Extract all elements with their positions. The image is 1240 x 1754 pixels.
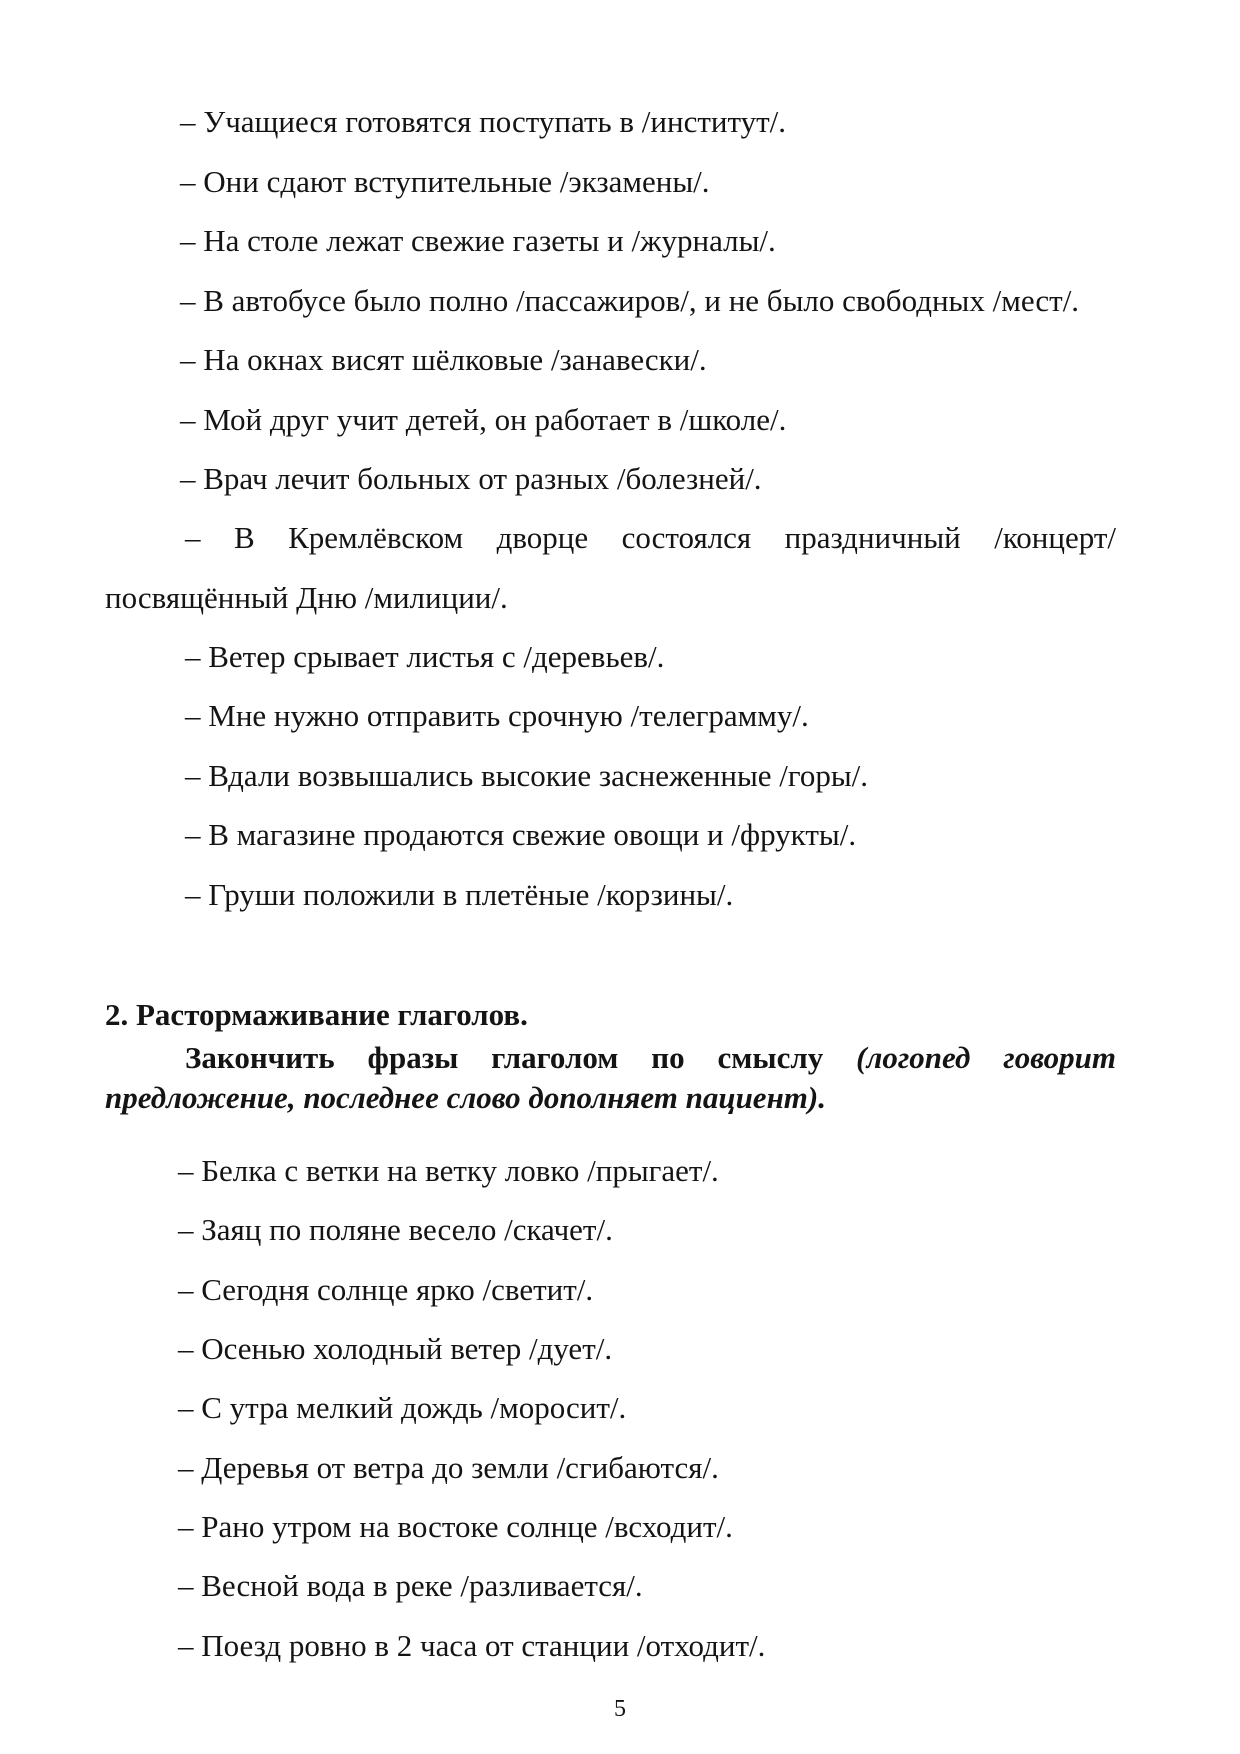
sentence-line: – На столе лежат свежие газеты и /журналы/. [180,223,776,258]
sentence-line: – Поезд ровно в 2 часа от станции /отходит/. [178,1628,766,1663]
page-number: 5 [614,1696,626,1722]
sentence-line: – Сегодня солнце ярко /светит/. [178,1272,594,1307]
sentence-line: – Груши положили в плетёные /корзины/. [185,877,734,912]
sentence-line-wrapped: – В Кремлёвском дворце состоялся праздничный /концерт/ [185,520,1116,555]
sentence-line: – На окнах висят шёлковые /занавески/. [180,342,707,377]
instruction-italic-text: (логопед говорит [856,1040,1117,1075]
sentence-line: – Мой друг учит детей, он работает в /школе/. [180,402,787,437]
sentence-line: – Белка с ветки на ветку ловко /прыгает/. [178,1153,719,1188]
sentence-line: – Учащиеся готовятся поступать в /институт/. [180,104,787,139]
section-heading: 2. Растормаживание глаголов. [105,997,528,1032]
sentence-line-continuation: посвящённый Дню /милиции/. [105,580,508,615]
sentence-line: – В автобусе было полно /пассажиров/, и не было свободных /мест/. [180,283,1080,318]
sentence-line: – В магазине продаются свежие овощи и /фрукты/. [185,817,857,852]
sentence-line: – Мне нужно отправить срочную /телеграмму/. [185,698,809,733]
sentence-line: – Весной вода в реке /разливается/. [178,1568,643,1603]
sentence-line: – Вдали возвышались высокие заснеженные /горы/. [185,758,869,793]
sentence-line: – Деревья от ветра до земли /сгибаются/. [178,1450,719,1485]
sentence-line: – Они сдают вступительные /экзамены/. [180,164,710,199]
sentence-line: – Заяц по поляне весело /скачет/. [178,1212,613,1247]
sentence-line: – С утра мелкий дождь /моросит/. [178,1390,627,1425]
sentence-line: – Ветер срывает листья с /деревьев/. [185,639,665,674]
sentence-line: – Врач лечит больных от разных /болезней/. [180,461,762,496]
sentence-line: – Осенью холодный ветер /дует/. [178,1331,613,1366]
instruction-line-1 [185,1040,1116,1076]
sentence-line: – Рано утром на востоке солнце /всходит/. [178,1509,733,1544]
instruction-line-2: предложение, последнее слово дополняет пациент). [105,1080,826,1115]
instruction-bold-text: Закончить фразы глаголом по смыслу [185,1040,824,1075]
